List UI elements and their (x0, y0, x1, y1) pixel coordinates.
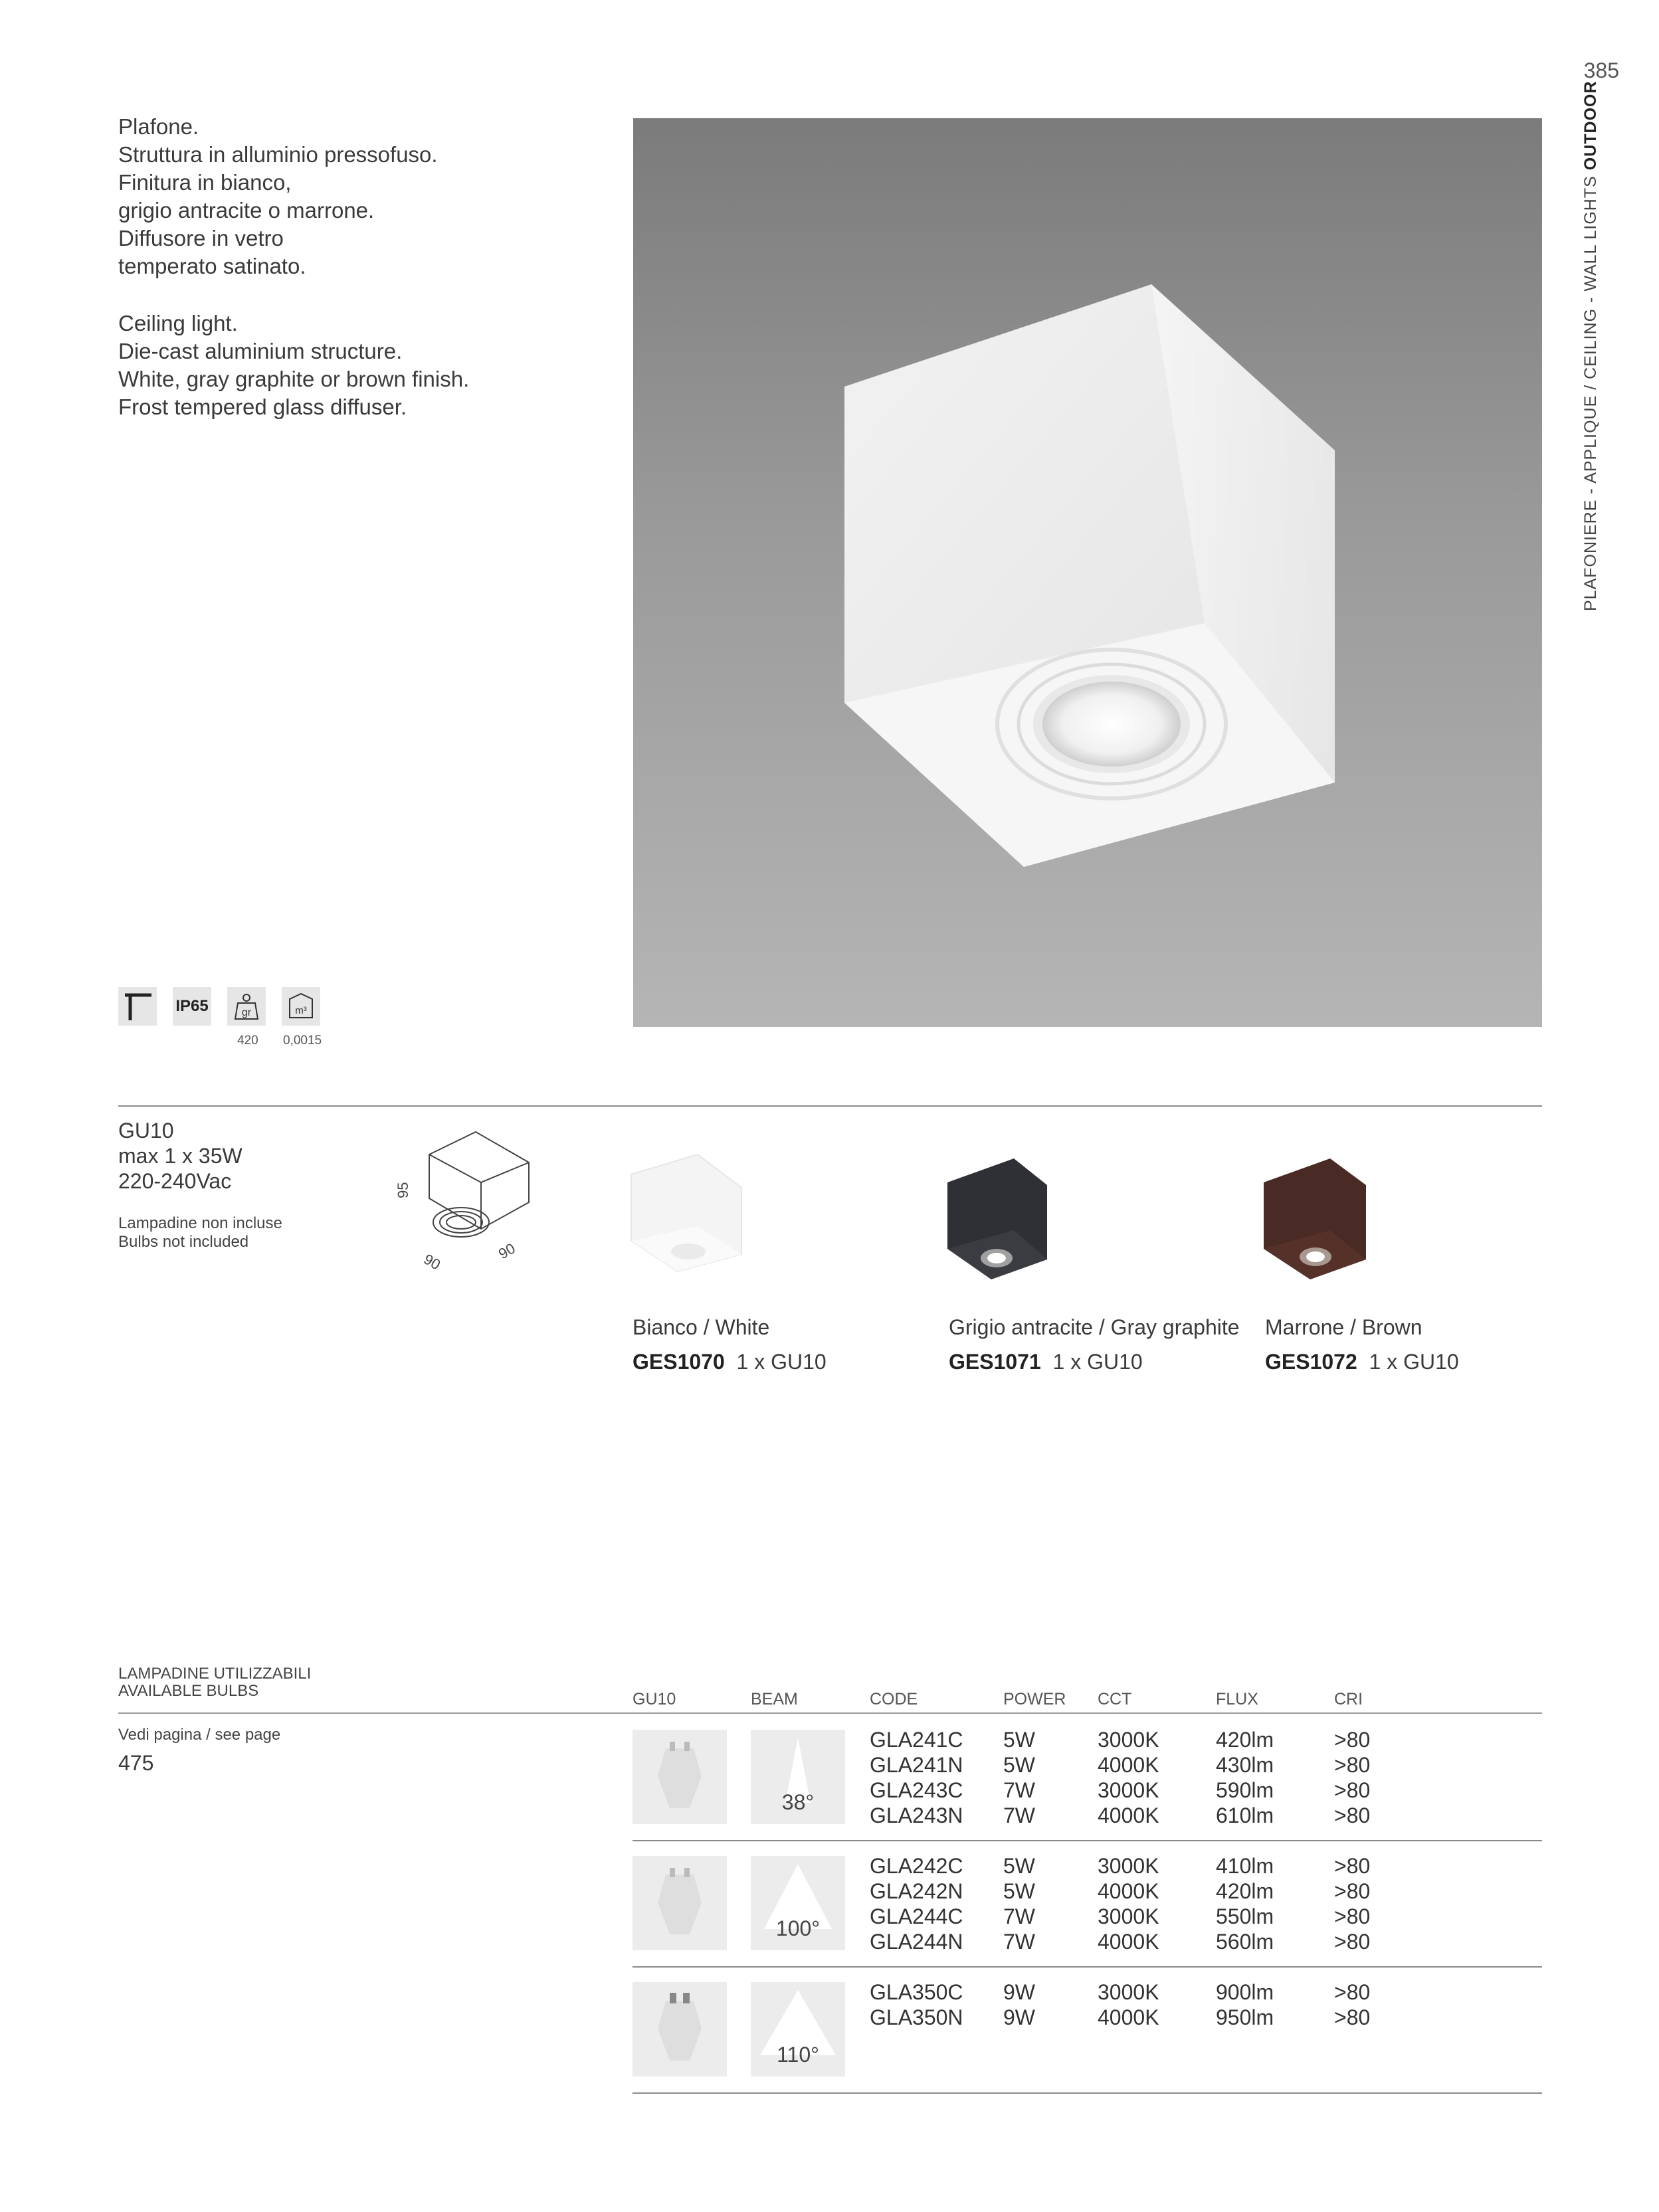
bulb-flux: 900lm (1216, 1980, 1274, 2004)
bulb-flux: 550lm (1216, 1904, 1274, 1928)
description-line: Plafone. (118, 114, 199, 139)
bulb-cri: >80 (1334, 1854, 1371, 1878)
bulb-image (633, 1730, 727, 1824)
header-gu10: GU10 (633, 1690, 676, 1708)
svg-text:m³: m³ (295, 1005, 307, 1016)
variant-image-brown (1257, 1156, 1377, 1282)
description-english (118, 310, 597, 421)
beam-angle: 38° (781, 1790, 815, 1814)
beam-angle-graphic (751, 1982, 845, 2076)
lamp-count: 1 x GU10 (736, 1350, 827, 1374)
bulb-power: 5W (1003, 1854, 1035, 1878)
bulb-code: GLA243C (870, 1778, 963, 1802)
description-line: Struttura in alluminio pressofuso. (118, 142, 438, 167)
max-power: max 1 x 35W (118, 1144, 243, 1168)
bulbs-note-italian: Lampadine non incluse (118, 1214, 282, 1232)
header-power: POWER (1003, 1690, 1066, 1708)
variant-code-gray (949, 1350, 1143, 1374)
header-cct: CCT (1098, 1690, 1132, 1708)
bulb-cct: 3000K (1098, 1980, 1159, 2004)
bulb-cri: >80 (1334, 1930, 1371, 1954)
description-line: Diffusore in vetro (118, 226, 284, 250)
bulb-flux: 950lm (1216, 2005, 1274, 2029)
bulbs-title-english: AVAILABLE BULBS (118, 1682, 259, 1700)
bulb-cct: 3000K (1098, 1904, 1159, 1928)
bulb-code: GLA242N (870, 1879, 963, 1903)
variant-code-brown (1265, 1350, 1459, 1374)
svg-text:gr: gr (241, 1007, 252, 1018)
bulb-code: GLA242C (870, 1854, 963, 1878)
weight-icon (227, 987, 266, 1026)
beam-angle: 100° (775, 1916, 821, 1940)
bulb-power: 7W (1003, 1904, 1035, 1928)
section-divider (118, 1105, 1542, 1107)
row-divider (633, 1840, 1542, 1841)
bulb-flux: 420lm (1216, 1728, 1274, 1752)
bulb-cri: >80 (1334, 1879, 1371, 1903)
bulb-image (633, 1856, 727, 1950)
row-divider (633, 1966, 1542, 1968)
bulbs-title-italian: LAMPADINE UTILIZZABILI (118, 1665, 312, 1683)
bulb-flux: 560lm (1216, 1930, 1274, 1954)
side-label-bold: OUTDOOR (1581, 80, 1600, 171)
bulb-power: 7W (1003, 1803, 1035, 1827)
bulb-power: 5W (1003, 1728, 1035, 1752)
bulb-power: 5W (1003, 1753, 1035, 1777)
bulbs-note-english: Bulbs not included (118, 1233, 249, 1251)
side-label-text: PLAFONIERE - APPLIQUE / CEILING - WALL LIGHTS (1581, 175, 1600, 611)
header-beam: BEAM (751, 1690, 798, 1708)
section-side-label (1581, 80, 1601, 611)
volume-icon (282, 987, 320, 1026)
bulb-cct: 4000K (1098, 1753, 1159, 1777)
bulbs-divider (118, 1712, 1542, 1714)
header-flux: FLUX (1216, 1690, 1258, 1708)
bulb-cct: 3000K (1098, 1728, 1159, 1752)
description-line: Die-cast aluminium structure. (118, 339, 403, 363)
description-line: temperato satinato. (118, 254, 306, 278)
bulb-flux: 430lm (1216, 1753, 1274, 1777)
beam-angle: 110° (777, 2043, 819, 2067)
bulb-cri: >80 (1334, 1728, 1371, 1752)
bulb-code: GLA243N (870, 1803, 963, 1827)
bulb-cri: >80 (1334, 1803, 1371, 1827)
bulb-code: GLA350N (870, 2005, 963, 2029)
dimension-depth: 90 (496, 1240, 518, 1263)
bulb-power: 7W (1003, 1930, 1035, 1954)
bulb-code: GLA244N (870, 1930, 963, 1954)
bulb-code: GLA350C (870, 1980, 963, 2004)
variant-label-brown: Marrone / Brown (1265, 1315, 1422, 1339)
bulb-flux: 610lm (1216, 1803, 1274, 1827)
bulb-flux: 590lm (1216, 1778, 1274, 1802)
bulb-power: 5W (1003, 1879, 1035, 1903)
bulb-cri: >80 (1334, 1904, 1371, 1928)
product-code: GES1071 (949, 1350, 1041, 1374)
bulb-cct: 4000K (1098, 1930, 1159, 1954)
bulb-code: GLA241C (870, 1728, 963, 1752)
bulb-cct: 4000K (1098, 2005, 1159, 2029)
description-line: Ceiling light. (118, 311, 238, 335)
ceiling-mount-icon (118, 987, 157, 1026)
bulb-flux: 410lm (1216, 1854, 1274, 1878)
ceiling-light-illustration (633, 118, 1542, 1027)
beam-angle-graphic (751, 1856, 845, 1950)
product-code: GES1070 (633, 1350, 725, 1374)
weight-value: 420 (237, 1034, 258, 1048)
bulb-cct: 4000K (1098, 1803, 1159, 1827)
bulb-flux: 420lm (1216, 1879, 1274, 1903)
feature-icons (118, 987, 320, 1026)
row-divider (633, 2092, 1542, 2094)
variant-label-white: Bianco / White (633, 1315, 770, 1339)
beam-angle-graphic (751, 1730, 845, 1824)
volume-value: 0,0015 (283, 1034, 322, 1048)
description-line: grigio antracite o marrone. (118, 198, 375, 223)
description-line: Finitura in bianco, (118, 170, 292, 195)
bulb-power: 9W (1003, 2005, 1035, 2029)
dimension-height: 95 (396, 1182, 411, 1198)
bulb-power: 7W (1003, 1778, 1035, 1802)
see-page-number: 475 (118, 1751, 154, 1775)
bulb-cri: >80 (1334, 2005, 1371, 2029)
lamp-count: 1 x GU10 (1369, 1350, 1459, 1374)
bulb-cct: 4000K (1098, 1879, 1159, 1903)
ip65-icon: IP65 (173, 987, 211, 1026)
product-hero-image (633, 118, 1542, 1027)
description-line: Frost tempered glass diffuser. (118, 395, 407, 419)
variant-label-gray: Grigio antracite / Gray graphite (949, 1315, 1240, 1339)
bulb-cri: >80 (1334, 1980, 1371, 2004)
voltage: 220-240Vac (118, 1169, 232, 1193)
bulb-image (633, 1982, 727, 2076)
header-code: CODE (870, 1690, 918, 1708)
page-number: 385 (1583, 58, 1619, 82)
dimension-drawing (396, 1129, 542, 1269)
see-page-label: Vedi pagina / see page (118, 1726, 281, 1744)
variant-code-white (633, 1350, 827, 1374)
bulb-code: GLA244C (870, 1904, 963, 1928)
bulb-cct: 3000K (1098, 1854, 1159, 1878)
header-cri: CRI (1334, 1690, 1363, 1708)
lamp-count: 1 x GU10 (1052, 1350, 1143, 1374)
bulb-cri: >80 (1334, 1753, 1371, 1777)
bulb-power: 9W (1003, 1980, 1035, 2004)
variant-image-white (625, 1148, 757, 1274)
description-line: White, gray graphite or brown finish. (118, 367, 470, 391)
description-italian (118, 113, 597, 280)
lamp-type: GU10 (118, 1119, 174, 1143)
bulb-code: GLA241N (870, 1753, 963, 1777)
dimension-width: 90 (421, 1250, 444, 1269)
bulb-cct: 3000K (1098, 1778, 1159, 1802)
product-code: GES1072 (1265, 1350, 1357, 1374)
variant-image-gray (941, 1156, 1060, 1282)
bulb-cri: >80 (1334, 1778, 1371, 1802)
